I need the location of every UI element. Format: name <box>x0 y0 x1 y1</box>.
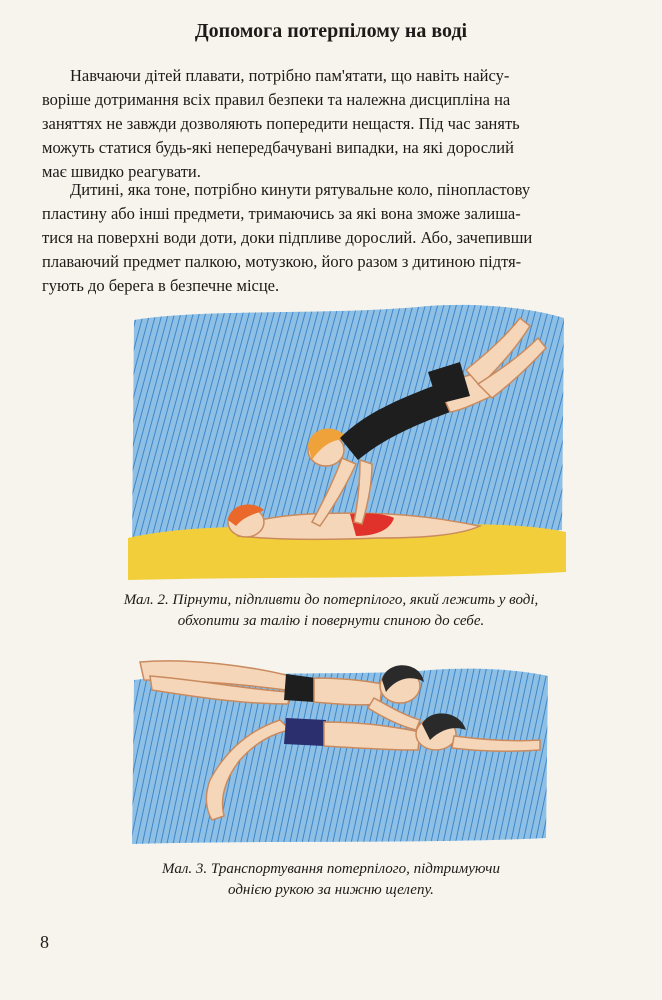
paragraph-1 <box>42 64 638 184</box>
illustration-rescue-dive <box>128 300 568 580</box>
caption-line: Мал. 2. Пірнути, підпливти до потерпілого, який лежить у воді, <box>123 592 539 608</box>
caption-line: обхопити за талію і повернути спиною до себе. <box>177 613 485 629</box>
illustration-transport-victim <box>130 640 550 845</box>
paragraph-line: плаваючий предмет палкою, мотузкою, його разом з дитиною підтя- <box>42 252 522 271</box>
caption-line: однією рукою за нижню щелепу. <box>228 882 434 898</box>
figure-caption-3 <box>0 859 662 901</box>
paragraph-line: пластину або інші предмети, тримаючись за які вона зможе залиша- <box>42 204 521 223</box>
paragraph-2 <box>42 178 638 298</box>
caption-line: Мал. 3. Транспортування потерпілого, підтримуючи <box>162 861 500 877</box>
paragraph-line: можуть статися будь-які непередбачувані випадки, на які дорослий <box>42 138 514 157</box>
paragraph-line: Навчаючи дітей плавати, потрібно пам'ятати, що навіть найсу- <box>70 66 510 85</box>
paragraph-line: тися на поверхні води доти, доки підпливе дорослий. Або, зачепивши <box>42 228 533 247</box>
paragraph-line: має швидко реагувати. <box>42 162 201 181</box>
paragraph-line: заняттях не завжди дозволяють попередити нещастя. Під час занять <box>42 114 520 133</box>
paragraph-line: Дитині, яка тоне, потрібно кинути рятувальне коло, пінопластову <box>70 180 531 199</box>
page-number: 8 <box>40 932 49 952</box>
paragraph-line: воріше дотримання всіх правил безпеки та належна дисципліна на <box>42 90 511 109</box>
paragraph-line: гують до берега в безпечне місце. <box>42 276 280 295</box>
page-title: Допомога потерпілому на воді <box>194 20 468 42</box>
figure-caption-2 <box>0 590 662 632</box>
